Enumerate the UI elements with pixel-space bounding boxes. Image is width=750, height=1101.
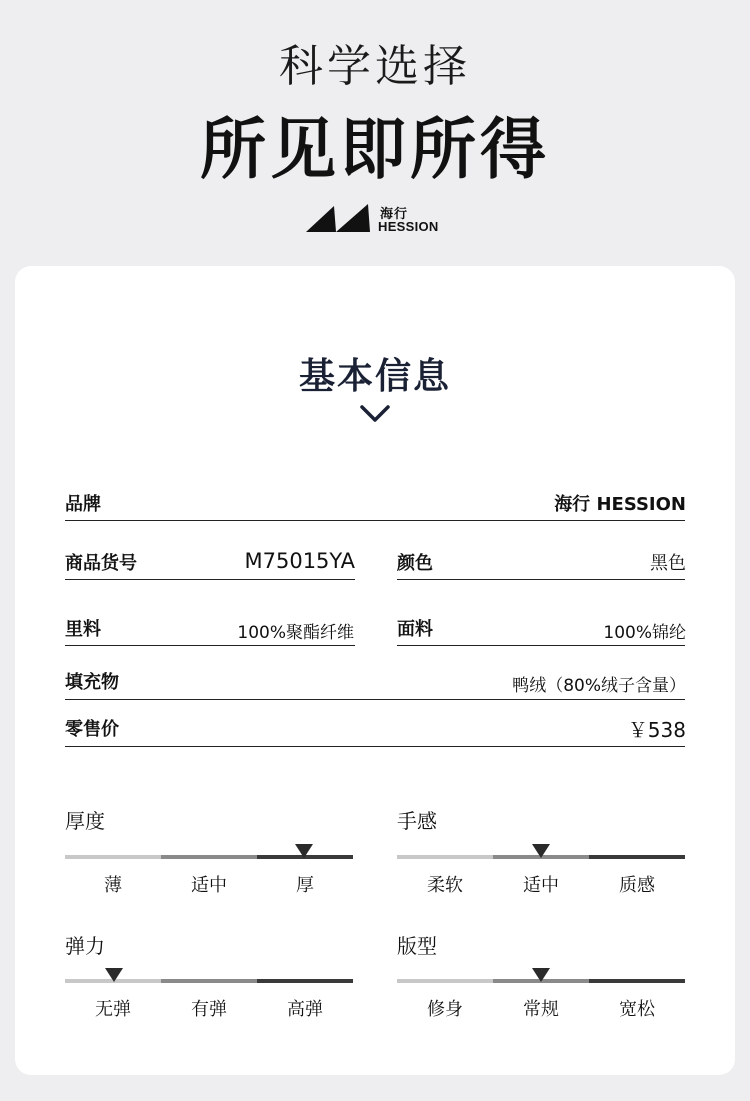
- elasticity-title: 弹力: [65, 934, 105, 958]
- scale-segment: [397, 979, 493, 983]
- feel-scale: [397, 855, 685, 859]
- feel-title: 手感: [397, 809, 437, 833]
- thickness-title: 厚度: [65, 809, 105, 833]
- logo-mark-icon: [306, 202, 372, 232]
- divider: [65, 699, 685, 700]
- divider: [65, 579, 355, 580]
- divider: [397, 579, 685, 580]
- section-title: 基本信息: [298, 356, 451, 397]
- elasticity-option: 无弹: [95, 999, 131, 1020]
- logo-en-text: HESSION: [378, 219, 439, 234]
- color-value: 黑色: [650, 553, 686, 574]
- color-label: 颜色: [397, 553, 433, 574]
- fit-scale: [397, 979, 685, 983]
- fit-option: 常规: [523, 999, 559, 1020]
- lining-value: 100%聚酯纤维: [237, 623, 354, 643]
- elasticity-option: 高弹: [287, 999, 323, 1020]
- sku-label: 商品货号: [65, 553, 137, 574]
- elasticity-marker-icon: [105, 968, 123, 982]
- thickness-option: 适中: [191, 875, 227, 896]
- elasticity-scale: [65, 979, 353, 983]
- divider: [65, 746, 685, 747]
- fabric-label: 面料: [397, 619, 433, 640]
- lining-label: 里料: [65, 619, 101, 640]
- divider: [65, 645, 355, 646]
- fit-option: 修身: [427, 999, 463, 1020]
- divider: [397, 645, 685, 646]
- fit-title: 版型: [397, 934, 437, 958]
- price-label: 零售价: [65, 719, 119, 740]
- scale-segment: [589, 855, 685, 859]
- feel-option: 适中: [523, 875, 559, 896]
- feel-marker-icon: [532, 844, 550, 858]
- header-subtitle: 科学选择: [279, 41, 471, 92]
- fit-marker-icon: [532, 968, 550, 982]
- elasticity-option: 有弹: [191, 999, 227, 1020]
- scale-segment: [397, 855, 493, 859]
- filling-label: 填充物: [65, 672, 119, 693]
- header-title: 所见即所得: [200, 111, 550, 188]
- divider: [65, 520, 685, 521]
- scale-segment: [65, 855, 161, 859]
- scale-segment: [161, 855, 257, 859]
- brand-value: 海行 HESSION: [554, 494, 686, 515]
- chevron-down-icon: [359, 404, 391, 428]
- brand-logo: [306, 202, 446, 234]
- thickness-option: 薄: [104, 875, 122, 896]
- brand-label: 品牌: [65, 494, 101, 515]
- scale-segment: [257, 979, 353, 983]
- feel-option: 柔软: [427, 875, 463, 896]
- scale-segment: [589, 979, 685, 983]
- sku-value: M75015YA: [244, 549, 355, 573]
- price-value: ￥538: [627, 718, 686, 742]
- scale-segment: [161, 979, 257, 983]
- fabric-value: 100%锦纶: [603, 623, 686, 643]
- fit-option: 宽松: [619, 999, 655, 1020]
- feel-option: 质感: [619, 875, 655, 896]
- thickness-scale: [65, 855, 353, 859]
- thickness-option: 厚: [296, 875, 314, 896]
- logo-cn-text: 海行: [380, 207, 409, 222]
- thickness-marker-icon: [295, 844, 313, 858]
- filling-value: 鸭绒（80%绒子含量）: [512, 676, 686, 696]
